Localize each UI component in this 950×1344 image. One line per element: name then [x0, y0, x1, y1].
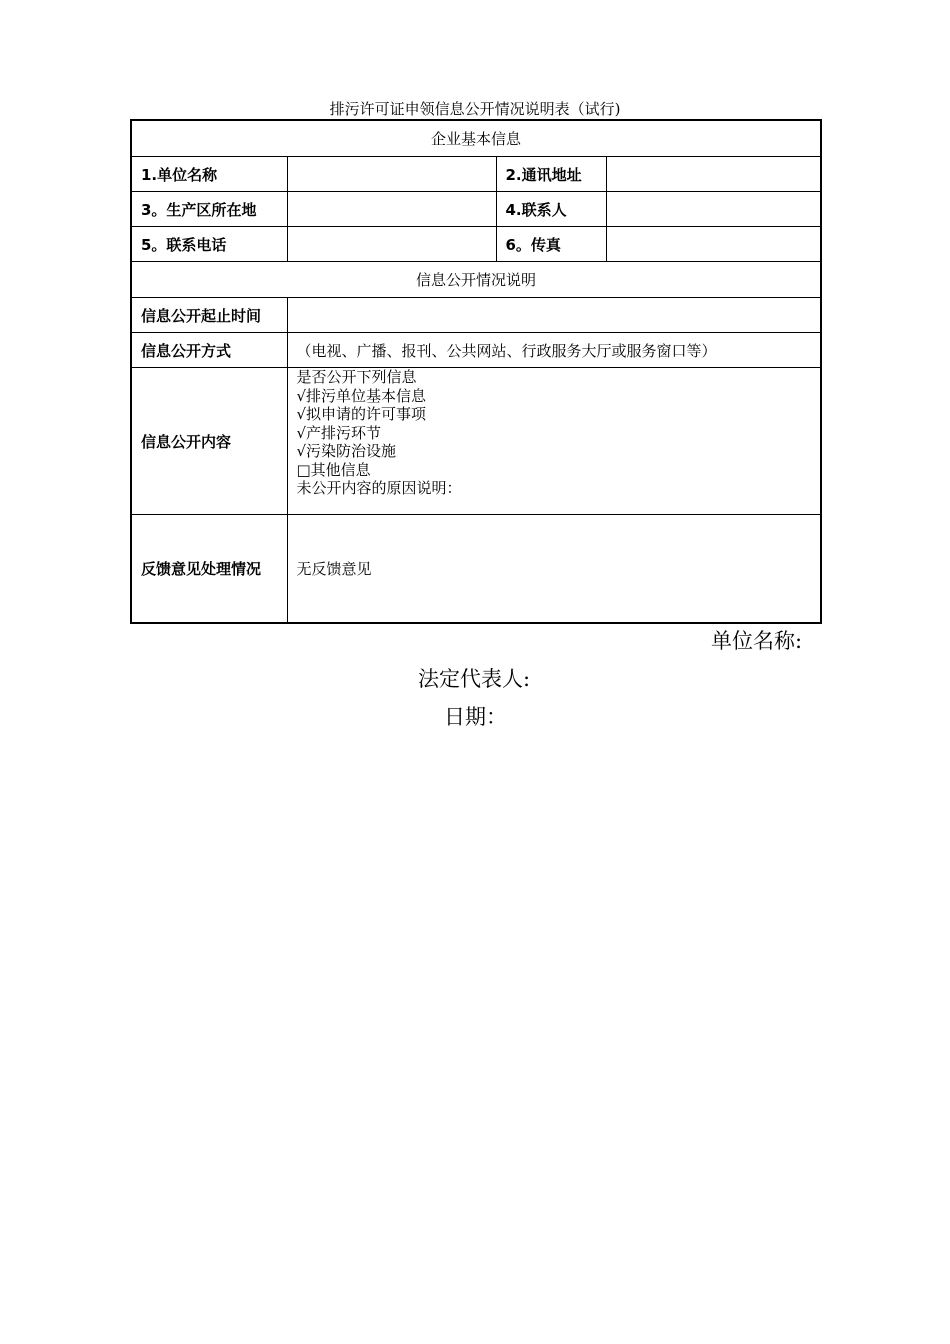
- table-row: [131, 515, 821, 623]
- method-value[interactable]: （电视、广播、报刊、公共网站、行政服务大厅或服务窗口等）: [287, 333, 821, 368]
- document-title: 排污许可证申领信息公开情况说明表（试行): [329, 100, 621, 118]
- fax-value[interactable]: [606, 227, 821, 262]
- signature-unit-name: 单位名称:: [711, 629, 803, 653]
- period-value[interactable]: [287, 298, 821, 333]
- content-value[interactable]: [287, 368, 821, 515]
- content-line: 未公开内容的原因说明：: [296, 479, 462, 497]
- feedback-label: 反馈意见处理情况: [131, 515, 287, 623]
- unit-name-value[interactable]: [287, 157, 496, 192]
- address-label: 2.通讯地址: [496, 157, 606, 192]
- table-row: [131, 368, 821, 515]
- disclosure-form-table: [130, 119, 822, 624]
- section-header-basic-row: [131, 120, 821, 157]
- feedback-value[interactable]: 无反馈意见: [287, 515, 821, 623]
- signature-legal-rep: 法定代表人:: [418, 667, 531, 691]
- address-value[interactable]: [606, 157, 821, 192]
- table-row: [131, 298, 821, 333]
- method-label: 信息公开方式: [131, 333, 287, 368]
- content-line: √拟申请的许可事项: [296, 405, 427, 423]
- content-line: 是否公开下列信息: [296, 368, 417, 386]
- period-label: 信息公开起止时间: [131, 298, 287, 333]
- content-line: □其他信息: [296, 460, 371, 479]
- table-row: [131, 333, 821, 368]
- table-row: [131, 157, 821, 192]
- contact-person-label: 4.联系人: [496, 192, 606, 227]
- section-header-disclosure: 信息公开情况说明: [131, 262, 821, 298]
- contact-person-value[interactable]: [606, 192, 821, 227]
- table-row: [131, 192, 821, 227]
- content-line: √产排污环节: [296, 423, 382, 442]
- content-line: √排污单位基本信息: [296, 386, 427, 405]
- section-header-disclosure-row: [131, 262, 821, 298]
- content-line: √污染防治设施: [296, 442, 397, 460]
- signature-date: 日期：: [444, 705, 507, 729]
- production-location-value[interactable]: [287, 192, 496, 227]
- unit-name-label: 1.单位名称: [131, 157, 287, 192]
- section-header-basic: 企业基本信息: [131, 120, 821, 157]
- production-location-label: 3。生产区所在地: [131, 192, 287, 227]
- fax-label: 6。传真: [496, 227, 606, 262]
- phone-value[interactable]: [287, 227, 496, 262]
- table-row: [131, 227, 821, 262]
- content-label: 信息公开内容: [131, 368, 287, 515]
- phone-label: 5。联系电话: [131, 227, 287, 262]
